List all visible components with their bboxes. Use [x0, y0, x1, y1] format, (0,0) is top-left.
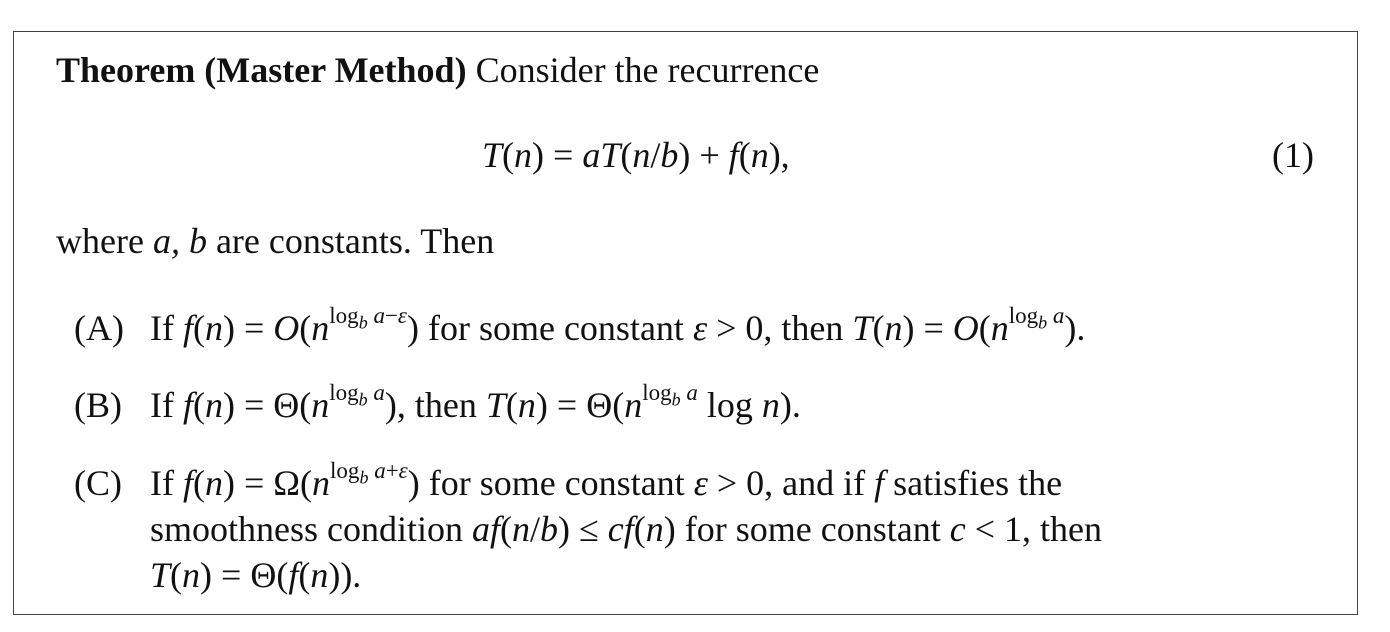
- case-b-label: (B): [74, 385, 122, 425]
- case-c-line-1: If $f(n) = \Omega(n^{log_b a+\varepsilon})$ for some constant ε > 0, and if f satisfies the: [150, 458, 1063, 503]
- recurrence-equation: T(n) = aT(n/b) + f(n),: [482, 135, 790, 175]
- case-c-line-2: smoothness condition af(n/b) ≤ cf(n) for some constant c < 1, then: [150, 509, 1102, 549]
- case-c-label: (C): [74, 463, 122, 503]
- case-b-text: If $f(n) = \Theta(n^{log_b a})$, then $T(n) = \Theta(n^{log_b a}$ log n).: [150, 380, 801, 425]
- equation-number: (1): [1272, 135, 1314, 175]
- case-a-label: (A): [74, 308, 124, 348]
- where-vars: a, b: [152, 221, 207, 261]
- where-pre: where: [56, 221, 153, 261]
- where-post: are constants. Then: [206, 221, 495, 261]
- case-c-line-3: T(n) = Θ(f(n)).: [150, 555, 362, 595]
- theorem-statement-line: [56, 50, 819, 90]
- theorem-heading: Theorem (Master Method): [56, 50, 467, 90]
- case-a-text: If $f(n) = O(n^{log_b a-\varepsilon})$ for some constant ε > 0, then $T(n) = O(n^{log_b a})$.: [150, 303, 1086, 348]
- where-line: [56, 221, 494, 261]
- theorem-intro: Consider the recurrence: [466, 50, 820, 90]
